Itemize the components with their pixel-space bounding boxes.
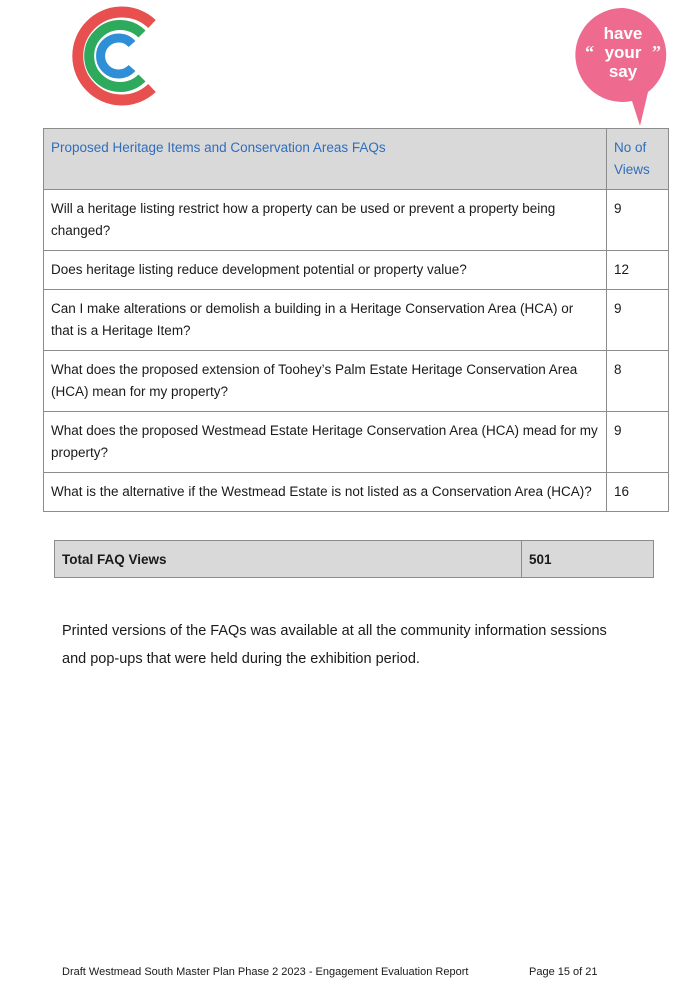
have-your-say-logo xyxy=(572,4,674,128)
table-row xyxy=(44,290,669,351)
quote-open-icon: “ xyxy=(585,42,594,62)
table-row xyxy=(44,473,669,512)
total-value: 501 xyxy=(522,541,654,578)
footer-report-title: Draft Westmead South Master Plan Phase 2 2023 - Engagement Evaluation Report xyxy=(62,966,469,978)
council-logo xyxy=(64,6,160,106)
row-views: 8 xyxy=(607,351,669,412)
row-views: 12 xyxy=(607,251,669,290)
table-row xyxy=(44,351,669,412)
row-question: Can I make alterations or demolish a building in a Heritage Conservation Area (HCA) or that is a Heritage Item? xyxy=(44,290,607,351)
row-question: What does the proposed extension of Toohey’s Palm Estate Heritage Conservation Area (HCA) mean for my property? xyxy=(44,351,607,412)
table-row xyxy=(44,412,669,473)
row-views: 9 xyxy=(607,412,669,473)
total-row xyxy=(55,541,654,578)
table-row xyxy=(44,251,669,290)
faq-views-table xyxy=(43,128,669,512)
quote-close-icon: ” xyxy=(652,42,661,62)
total-views-table xyxy=(54,540,654,578)
row-question: What does the proposed Westmead Estate Heritage Conservation Area (HCA) mead for my property? xyxy=(44,412,607,473)
body-paragraph: Printed versions of the FAQs was available at all the community information sessions and pop-ups that were held during the exhibition period. xyxy=(62,623,607,667)
row-views: 9 xyxy=(607,290,669,351)
logo-text-say: say xyxy=(608,62,638,81)
row-question: What is the alternative if the Westmead Estate is not listed as a Conservation Area (HCA)? xyxy=(44,473,607,512)
table-row xyxy=(44,190,669,251)
total-label: Total FAQ Views xyxy=(55,541,522,578)
logo-text-your: your xyxy=(604,43,642,62)
header-views: No of Views xyxy=(607,129,669,190)
footer-page-number: Page 15 of 21 xyxy=(529,966,598,978)
row-views: 9 xyxy=(607,190,669,251)
header-question: Proposed Heritage Items and Conservation Areas FAQs xyxy=(44,129,607,190)
row-views: 16 xyxy=(607,473,669,512)
row-question: Will a heritage listing restrict how a property can be used or prevent a property being changed? xyxy=(44,190,607,251)
row-question: Does heritage listing reduce development potential or property value? xyxy=(44,251,607,290)
logo-text-have: have xyxy=(603,24,643,43)
table-header-row xyxy=(44,129,669,190)
